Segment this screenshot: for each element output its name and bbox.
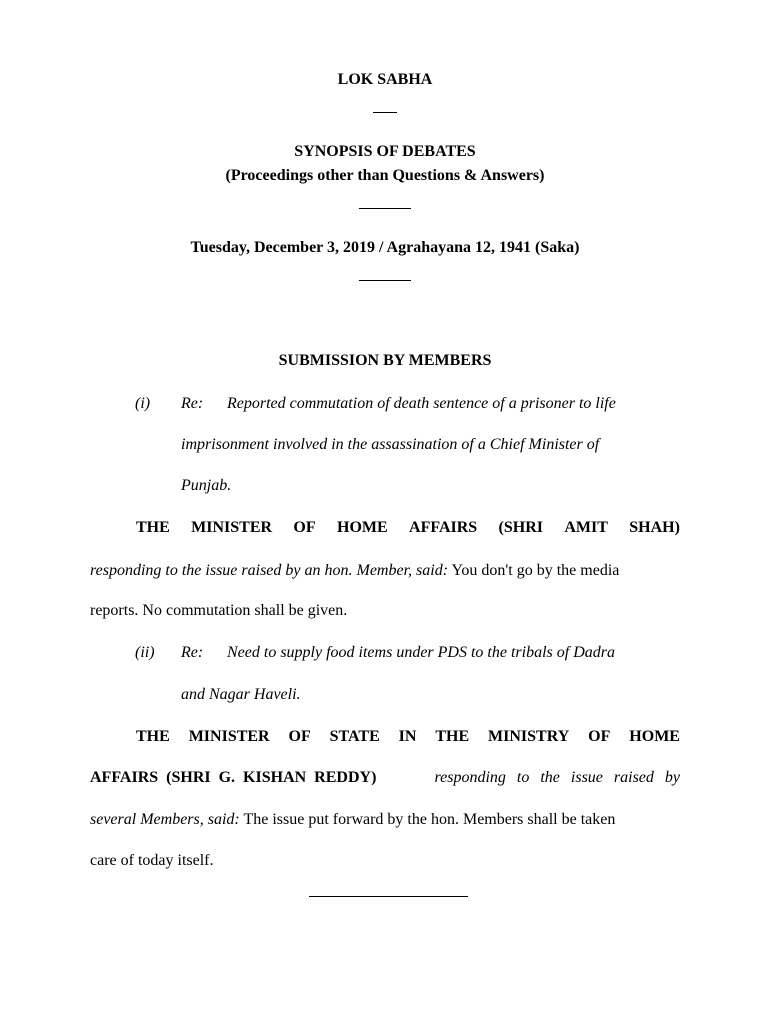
end-rule	[309, 896, 468, 897]
house-title: LOK SABHA	[337, 71, 433, 88]
response-line	[90, 562, 619, 580]
speaker-word: THE	[435, 728, 470, 745]
speaker-word: STATE	[329, 728, 380, 745]
item-subject-line: Punjab.	[181, 477, 232, 494]
session-date: Tuesday, December 3, 2019 / Agrahayana 12, 1941 (Saka)	[190, 239, 580, 256]
speaker-word: MINISTER	[191, 519, 273, 536]
speaker-line-continued	[90, 769, 680, 787]
item-subject-line: Need to supply food items under PDS to the tribals of Dadra	[227, 644, 615, 661]
item-subject-line: Reported commutation of death sentence of a prisoner to life	[227, 395, 616, 412]
response-text: The issue put forward by the hon. Members shall be taken	[239, 811, 616, 828]
speaker-word: THE	[136, 519, 170, 536]
speaker-word: HOME	[629, 728, 680, 745]
speaker-word: OF	[588, 728, 611, 745]
item-number: (ii)	[135, 644, 155, 661]
section-heading: SUBMISSION BY MEMBERS	[278, 352, 492, 369]
speaker-word: OF	[293, 519, 316, 536]
item-subject-line: and Nagar Haveli.	[181, 686, 301, 703]
response-line: reports. No commutation shall be given.	[90, 602, 348, 619]
item-number: (i)	[135, 395, 151, 412]
speaker-word: IN	[398, 728, 417, 745]
item-subject-line: imprisonment involved in the assassination of a Chief Minister of	[181, 436, 600, 453]
speaker-word: AFFAIRS	[409, 519, 478, 536]
speaker-line	[136, 728, 680, 746]
speaker-line	[136, 519, 680, 537]
response-italic: several Members, said:	[90, 811, 240, 828]
item-re-label: Re:	[181, 644, 204, 661]
speaker-name: AFFAIRS (SHRI G. KISHAN REDDY)	[90, 769, 377, 786]
speaker-word: MINISTRY	[488, 728, 570, 745]
speaker-word: OF	[288, 728, 311, 745]
item-re-label: Re:	[181, 395, 204, 412]
speaker-word: SHAH)	[629, 519, 680, 536]
separator-short	[373, 112, 397, 113]
document-title: SYNOPSIS OF DEBATES	[294, 143, 476, 160]
response-italic: responding to the issue raised by	[434, 769, 680, 786]
separator-medium	[359, 208, 411, 209]
speaker-word: HOME	[337, 519, 388, 536]
speaker-word: MINISTER	[188, 728, 270, 745]
document-subtitle: (Proceedings other than Questions & Answers)	[225, 167, 545, 184]
speaker-word: (SHRI	[498, 519, 543, 536]
response-line	[90, 811, 615, 829]
response-line: care of today itself.	[90, 852, 214, 869]
response-italic: responding to the issue raised by an hon. Member, said:	[90, 562, 449, 579]
speaker-word: THE	[136, 728, 170, 745]
response-text: You don't go by the media	[448, 562, 620, 579]
separator-medium	[359, 280, 411, 281]
speaker-word: AMIT	[564, 519, 608, 536]
